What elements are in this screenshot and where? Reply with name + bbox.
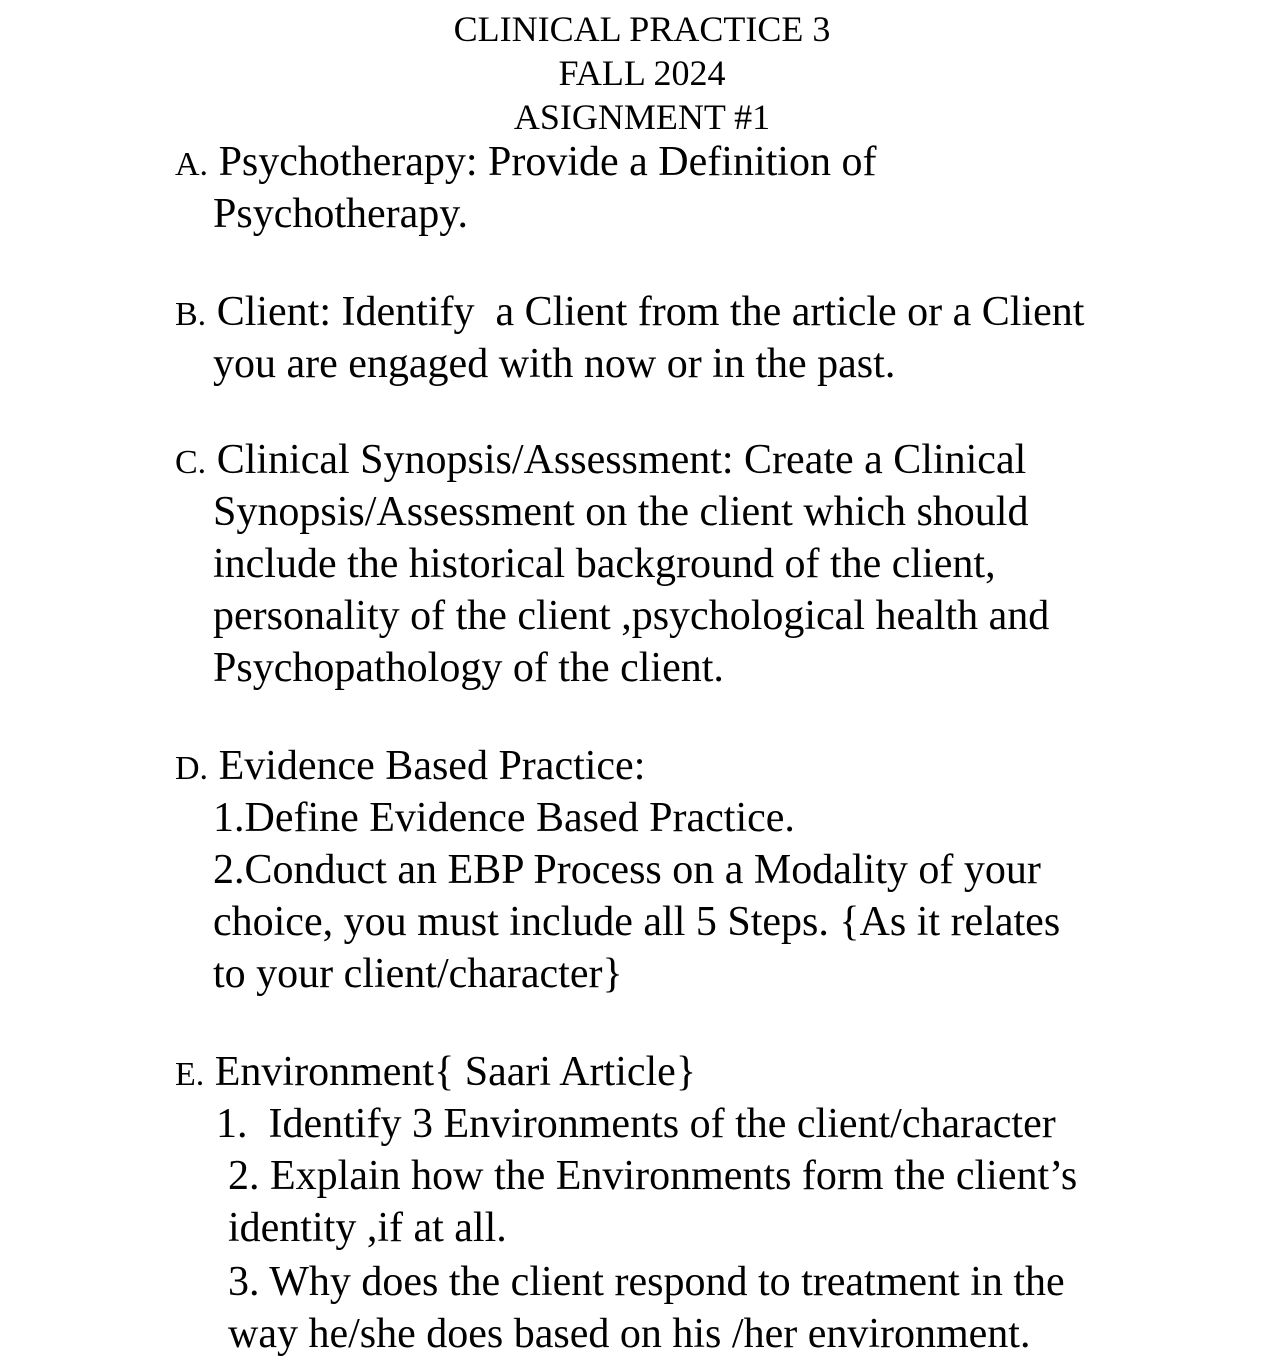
section-c-line: Psychopathology of the client. bbox=[213, 645, 724, 691]
section-e-line: way he/she does based on his /her environment. bbox=[228, 1311, 1031, 1357]
section-c-line: personality of the client ,psychological health and bbox=[213, 593, 1050, 639]
section-d-line: to your client/character} bbox=[213, 951, 623, 997]
course-title: CLINICAL PRACTICE 3 bbox=[453, 9, 831, 49]
section-e-heading: Environment{ Saari Article} bbox=[214, 1049, 696, 1095]
section-d-line: 2.Conduct an EBP Process on a Modality of your bbox=[213, 847, 1041, 893]
section-d-letter: D. bbox=[175, 750, 209, 787]
section-d-line: 1.Define Evidence Based Practice. bbox=[213, 795, 795, 841]
section-a-line: Psychotherapy. bbox=[213, 191, 469, 237]
section-e-line: identity ,if at all. bbox=[228, 1205, 507, 1251]
section-c-line: include the historical background of the client, bbox=[213, 541, 996, 587]
section-e-line: 1. Identify 3 Environments of the client/character bbox=[216, 1101, 1056, 1147]
section-b-heading: Client: Identify a Client from the article or a Client bbox=[216, 289, 1085, 335]
term-title: FALL 2024 bbox=[558, 53, 726, 93]
section-b-letter: B. bbox=[175, 296, 207, 333]
section-a-heading: Psychotherapy: Provide a Definition of bbox=[218, 139, 877, 185]
section-c-heading: Clinical Synopsis/Assessment: Create a Clinical bbox=[216, 437, 1027, 483]
section-d-heading: Evidence Based Practice: bbox=[218, 743, 646, 789]
section-a-letter: A. bbox=[175, 146, 209, 183]
section-d-line: choice, you must include all 5 Steps. {As it relates bbox=[213, 899, 1061, 945]
section-c-letter: C. bbox=[175, 444, 207, 481]
assignment-title: ASIGNMENT #1 bbox=[513, 97, 771, 137]
section-e-letter: E. bbox=[175, 1056, 205, 1093]
section-c-line: Synopsis/Assessment on the client which should bbox=[213, 489, 1029, 535]
section-b-line: you are engaged with now or in the past. bbox=[213, 341, 896, 387]
section-e-line: 2. Explain how the Environments form the client’s bbox=[228, 1153, 1078, 1199]
section-e-line: 3. Why does the client respond to treatment in the bbox=[228, 1259, 1065, 1305]
